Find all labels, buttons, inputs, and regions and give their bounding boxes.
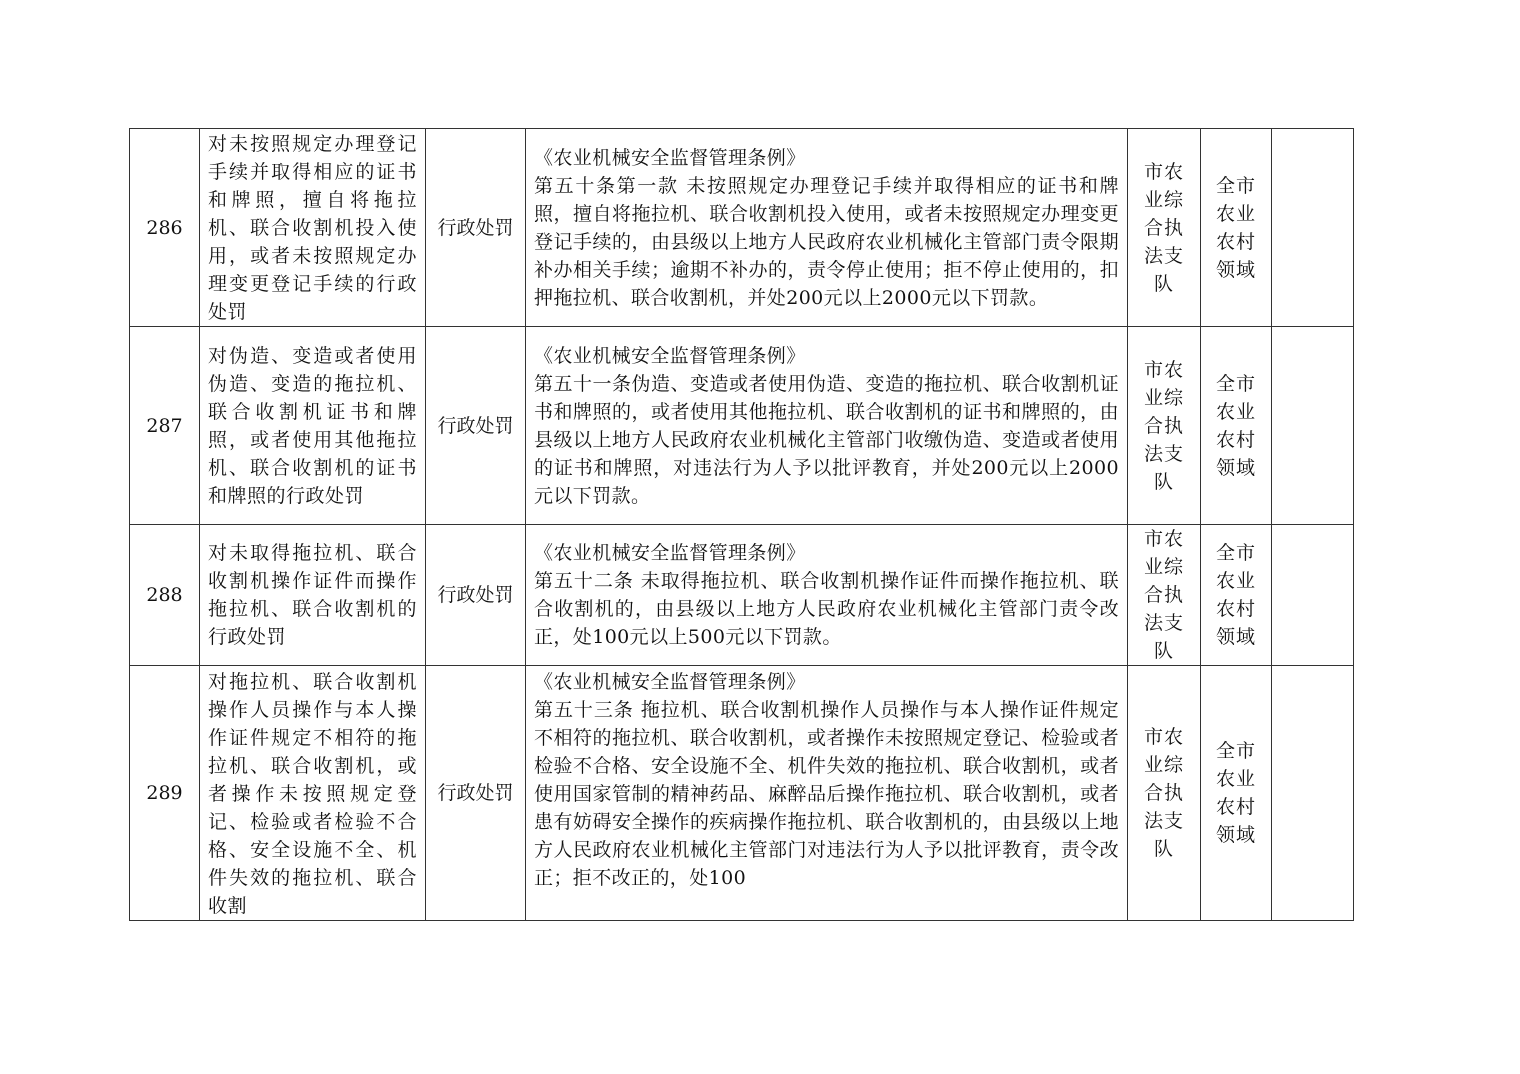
responsible-department: 市农业综合执法支队 (1128, 666, 1201, 921)
enforcement-items-table (129, 128, 1354, 921)
remarks (1272, 327, 1354, 525)
responsible-department: 市农业综合执法支队 (1128, 129, 1201, 327)
legal-basis (526, 666, 1128, 921)
responsible-department: 市农业综合执法支队 (1128, 525, 1201, 666)
law-clause: 第五十三条 拖拉机、联合收割机操作人员操作与本人操作证件规定不相符的拖拉机、联合收割机，或者操作未按照规定登记、检验或者检验不合格、安全设施不全、机件失效的拖拉机、联合收割机，或者使用国家管制的精神药品、麻醉品后操作拖拉机、联合收割机，或者患有妨碍安全操作的疾病操作拖拉机、联合收割机的，由县级以上地方人民政府农业机械化主管部门对违法行为人予以批评教育，责令改正；拒不改正的，处100 (534, 699, 1119, 889)
law-title: 《农业机械安全监督管理条例》 (534, 146, 806, 169)
item-name: 对伪造、变造或者使用伪造、变造的拖拉机、联合收割机证书和牌照，或者使用其他拖拉机、联合收割机的证书和牌照的行政处罚 (200, 327, 426, 525)
item-name: 对拖拉机、联合收割机操作人员操作与本人操作证件规定不相符的拖拉机、联合收割机，或者操作未按照规定登记、检验或者检验不合格、安全设施不全、机件失效的拖拉机、联合收割 (200, 666, 426, 921)
law-clause: 第五十条第一款 未按照规定办理登记手续并取得相应的证书和牌照，擅自将拖拉机、联合收割机投入使用，或者未按照规定办理变更登记手续的，由县级以上地方人民政府农业机械化主管部门责令限期补办相关手续；逾期不补办的，责令停止使用；拒不停止使用的，扣押拖拉机、联合收割机，并处200元以上2000元以下罚款。 (534, 174, 1119, 309)
item-number: 289 (130, 666, 200, 921)
law-clause: 第五十一条伪造、变造或者使用伪造、变造的拖拉机、联合收割机证书和牌照的，或者使用其他拖拉机、联合收割机的证书和牌照的，由县级以上地方人民政府农业机械化主管部门收缴伪造、变造或者使用的证书和牌照，对违法行为人予以批评教育，并处200元以上2000元以下罚款。 (534, 372, 1119, 507)
item-name: 对未取得拖拉机、联合收割机操作证件而操作拖拉机、联合收割机的行政处罚 (200, 525, 426, 666)
law-title: 《农业机械安全监督管理条例》 (534, 542, 806, 564)
enforcement-scope: 全市农业农村领域 (1201, 525, 1272, 666)
table-row (130, 129, 1354, 327)
enforcement-scope: 全市农业农村领域 (1201, 129, 1272, 327)
law-title: 《农业机械安全监督管理条例》 (534, 344, 806, 367)
law-title: 《农业机械安全监督管理条例》 (534, 671, 806, 693)
table-row (130, 327, 1354, 525)
legal-basis (526, 525, 1128, 666)
law-clause: 第五十二条 未取得拖拉机、联合收割机操作证件而操作拖拉机、联合收割机的，由县级以上地方人民政府农业机械化主管部门责令改正，处100元以上500元以下罚款。 (534, 570, 1119, 648)
legal-basis (526, 129, 1128, 327)
item-name: 对未按照规定办理登记手续并取得相应的证书和牌照，擅自将拖拉机、联合收割机投入使用，或者未按照规定办理变更登记手续的行政处罚 (200, 129, 426, 327)
remarks (1272, 666, 1354, 921)
remarks (1272, 129, 1354, 327)
legal-basis (526, 327, 1128, 525)
table-row (130, 666, 1354, 921)
item-number: 288 (130, 525, 200, 666)
item-number: 286 (130, 129, 200, 327)
remarks (1272, 525, 1354, 666)
item-number: 287 (130, 327, 200, 525)
item-type: 行政处罚 (426, 327, 526, 525)
item-type: 行政处罚 (426, 525, 526, 666)
responsible-department: 市农业综合执法支队 (1128, 327, 1201, 525)
enforcement-scope: 全市农业农村领域 (1201, 666, 1272, 921)
item-type: 行政处罚 (426, 666, 526, 921)
enforcement-scope: 全市农业农村领域 (1201, 327, 1272, 525)
item-type: 行政处罚 (426, 129, 526, 327)
table-row (130, 525, 1354, 666)
